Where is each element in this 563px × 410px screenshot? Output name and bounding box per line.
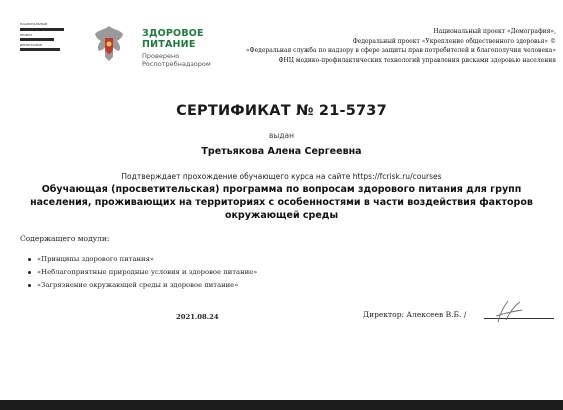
brand-subtitle [142, 52, 211, 68]
brand-title [142, 28, 204, 50]
emblem-icon [92, 24, 126, 62]
brand-title-line-2: ПИТАНИЕ [142, 39, 196, 50]
confirm-text: Подтверждает прохождение обучающего курса на сайте https://fcrisk.ru/courses [121, 172, 442, 181]
modules-heading: Содержащего модули: [20, 234, 110, 243]
modules-list [28, 253, 257, 292]
director-label: Директор: Алексеев В.Б. / [363, 310, 467, 319]
logo-line-1: НАЦИОНАЛЬНЫЙ [20, 22, 48, 26]
logo-line-2: ПРОЕКТ [20, 33, 33, 37]
list-item: «Принципы здорового питания» [28, 253, 257, 266]
national-project-logo [20, 22, 72, 56]
issued-label: выдан [268, 131, 295, 140]
brand-sub-line-1: Проверено [142, 52, 180, 60]
program-line-3: окружающей среды [224, 210, 339, 221]
recipient-name: Третьякова Алена Сергеевна [201, 146, 362, 157]
program-title [14, 183, 549, 222]
brand-title-line-1: ЗДОРОВОЕ [142, 28, 204, 39]
list-item: «Неблагоприятные природные условия и здоровое питание» [28, 266, 257, 279]
bottom-bar [0, 400, 563, 410]
program-line-1: Обучающая (просветительская) программа по вопросам здорового питания для групп [41, 184, 522, 195]
certificate-title: СЕРТИФИКАТ № 21-5737 [176, 103, 387, 119]
logo-line-3: ДЕМОГРАФИЯ [20, 43, 42, 47]
header-line-1: Национальный проект «Демография», [433, 28, 556, 35]
program-line-2: населения, проживающих на территориях с особенностями в части воздействия факторов [30, 197, 533, 208]
header-line-4: ФНЦ медико-профилактических технологий управления рисками здоровью населения [278, 56, 556, 64]
header-line-3: «Федеральная служба по надзору в сфере защиты прав потребителей и благополучия человека» [245, 47, 556, 54]
issue-date: 2021.08.24 [176, 313, 219, 321]
list-item: «Загрязнение окружающей среды и здоровое питание» [28, 279, 257, 292]
header-line-2: Федеральный проект «Укрепление общественного здоровья» © [352, 37, 556, 45]
brand-sub-line-2: Роспотребнадзором [142, 60, 211, 68]
signature-icon [486, 298, 526, 324]
header-organizations [226, 27, 556, 65]
